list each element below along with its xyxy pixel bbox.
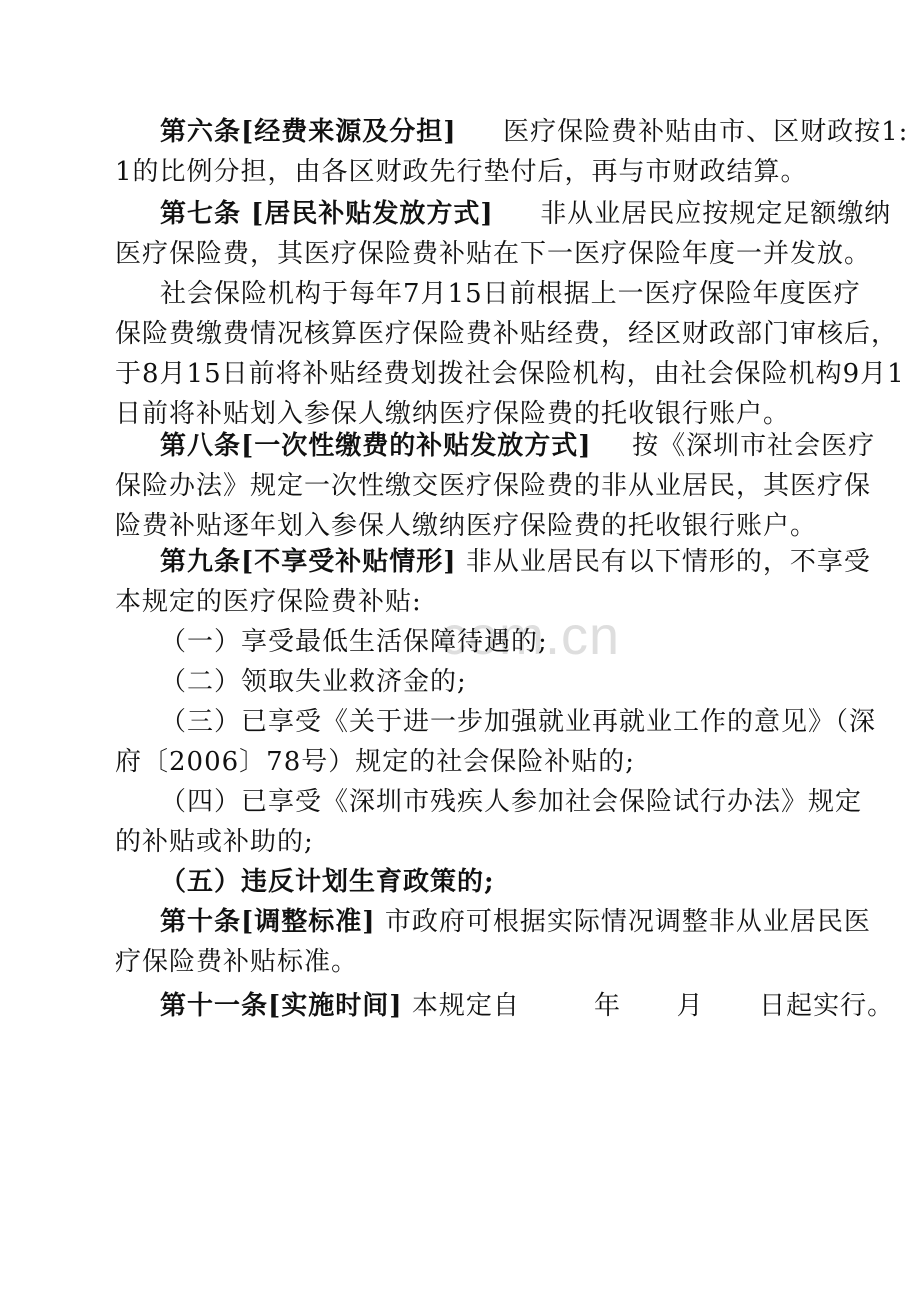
article-10-line-2: 疗保险费补贴标准。 (115, 947, 359, 977)
article-6-line-2: 1的比例分担，由各区财政先行垫付后，再与市财政结算。 (115, 157, 808, 187)
article-8-line-3: 险费补贴逐年划入参保人缴纳医疗保险费的托收银行账户。 (115, 511, 818, 541)
article-7-heading: 第七条 [居民补贴发放方式] (160, 199, 494, 229)
article-7-para2-line-1: 社会保险机构于每年7月15日前根据上一医疗保险年度医疗 (160, 279, 861, 309)
watermark: com.cn (440, 606, 621, 666)
article-7-para2-line-4: 日前将补贴划入参保人缴纳医疗保险费的托收银行账户。 (115, 399, 791, 429)
article-9-item-5: （五）违反计划生育政策的; (160, 867, 495, 897)
article-11-text: 本规定自 年 月 日起实行。 (411, 991, 895, 1021)
article-10-line-1 (160, 900, 871, 944)
article-6-heading: 第六条[经费来源及分担] (160, 117, 457, 147)
article-9-item-4-line-2: 的补贴或补助的; (115, 827, 314, 857)
article-9-item-1: （一）享受最低生活保障待遇的; (160, 627, 548, 657)
article-8-text: 按《深圳市社会医疗 (632, 431, 876, 461)
article-9-line-2: 本规定的医疗保险费补贴: (115, 587, 422, 617)
article-11-line-1 (160, 984, 895, 1028)
article-8-line-1 (160, 424, 876, 468)
article-9-heading: 第九条[不享受补贴情形] (160, 547, 457, 577)
article-9-item-4-line-1: （四）已享受《深圳市残疾人参加社会保险试行办法》规定 (160, 787, 863, 817)
article-10-heading: 第十条[调整标准] (160, 907, 376, 937)
article-9-text: 非从业居民有以下情形的，不享受 (465, 547, 871, 577)
article-9-item-3-line-1: （三）已享受《关于进一步加强就业再就业工作的意见》（深 (160, 707, 877, 737)
article-7-text: 非从业居民应按规定足额缴纳 (540, 199, 892, 229)
article-9-line-1 (160, 540, 871, 584)
article-8-heading: 第八条[一次性缴费的补贴发放方式] (160, 431, 592, 461)
article-6-line-1 (160, 110, 909, 154)
article-7-para2-line-3: 于8月15日前将补贴经费划拨社会保险机构，由社会保险机构9月1 (115, 359, 905, 389)
article-7-line-2: 医疗保险费，其医疗保险费补贴在下一医疗保险年度一并发放。 (115, 239, 872, 269)
article-7-line-1 (160, 192, 892, 236)
article-10-text: 市政府可根据实际情况调整非从业居民医 (384, 907, 871, 937)
article-8-line-2: 保险办法》规定一次性缴交医疗保险费的非从业居民，其医疗保 (115, 471, 872, 501)
article-9-item-3-line-2: 府〔2006〕78号）规定的社会保险补贴的; (115, 747, 636, 777)
article-6-text: 医疗保险费补贴由市、区财政按1: (503, 117, 909, 147)
article-11-heading: 第十一条[实施时间] (160, 991, 403, 1021)
article-9-item-2: （二）领取失业救济金的; (160, 667, 467, 697)
article-7-para2-line-2: 保险费缴费情况核算医疗保险费补贴经费，经区财政部门审核后， (115, 319, 899, 349)
